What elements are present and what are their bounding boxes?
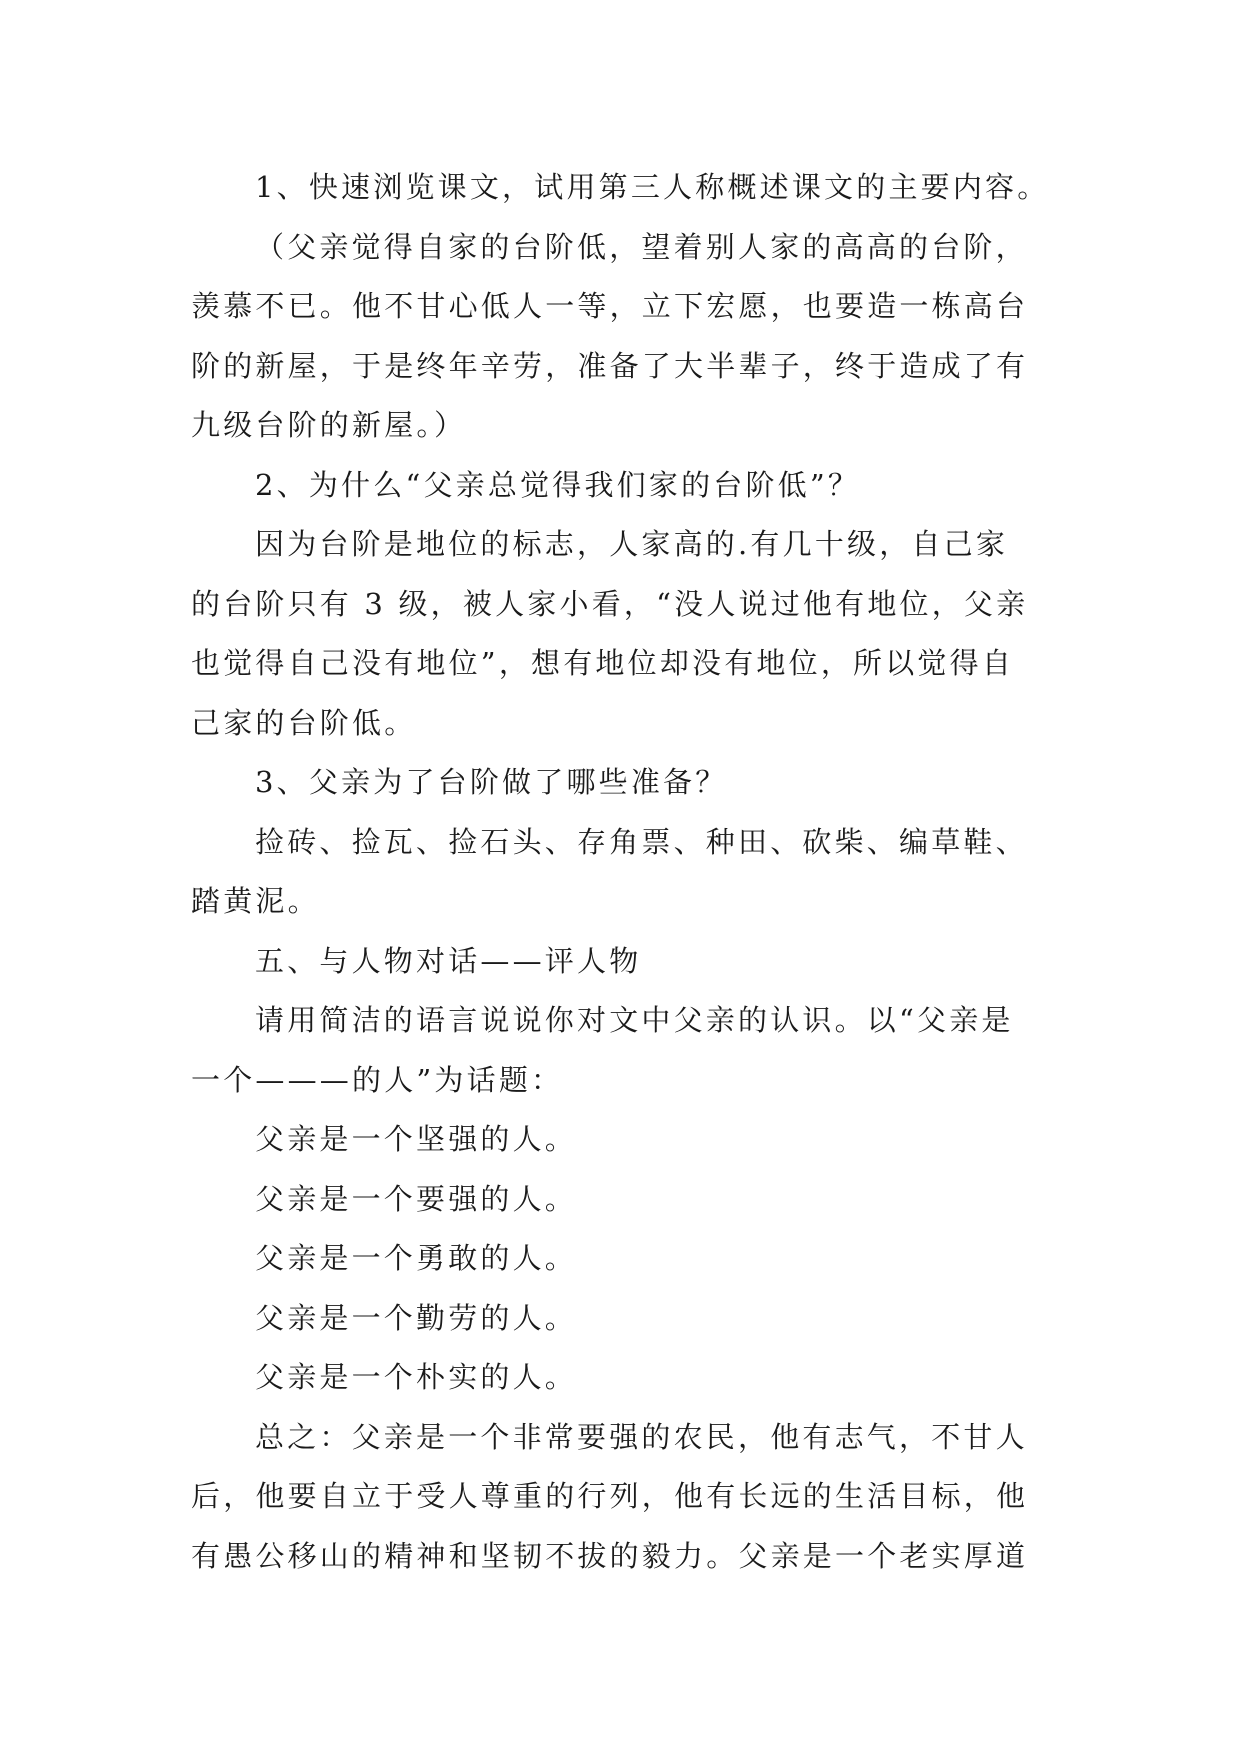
document-body bbox=[191, 158, 1051, 1586]
text-line: 请用简洁的语言说说你对文中父亲的认识。以“父亲是 bbox=[255, 1003, 1014, 1037]
text-line: 后，他要自立于受人尊重的行列，他有长远的生活目标，他 bbox=[191, 1479, 1029, 1513]
text-line: 九级台阶的新屋。） bbox=[191, 408, 467, 442]
text-line: 有愚公移山的精神和坚韧不拔的毅力。父亲是一个老实厚道 bbox=[191, 1538, 1029, 1573]
text-line: 也觉得自己没有地位”，想有地位却没有地位，所以觉得自 bbox=[191, 646, 1015, 680]
text-line: 一个———的人”为话题： bbox=[191, 1062, 564, 1097]
text-line: 捡砖、捡瓦、捡石头、存角票、种田、砍柴、编草鞋、 bbox=[255, 824, 1028, 859]
text-line: （父亲觉得自家的台阶低，望着别人家的高高的台阶， bbox=[255, 229, 1028, 264]
text-line: 父亲是一个要强的人。 bbox=[255, 1181, 578, 1216]
text-line: 五、与人物对话——评人物 bbox=[255, 943, 642, 978]
text-line: 父亲是一个朴实的人。 bbox=[255, 1360, 578, 1394]
text-line: 1、快速浏览课文，试用第三人称概述课文的主要内容。 bbox=[255, 170, 1050, 204]
text-line: 踏黄泥。 bbox=[191, 884, 320, 918]
text-line: 父亲是一个勇敢的人。 bbox=[255, 1241, 578, 1275]
text-line: 父亲是一个坚强的人。 bbox=[255, 1122, 578, 1156]
text-line: 父亲是一个勤劳的人。 bbox=[255, 1300, 578, 1335]
text-line: 3、父亲为了台阶做了哪些准备？ bbox=[255, 765, 728, 799]
text-line: 己家的台阶低。 bbox=[191, 705, 417, 740]
text-line: 因为台阶是地位的标志，人家高的.有几十级，自己家 bbox=[255, 527, 1009, 561]
text-line: 2、为什么“父亲总觉得我们家的台阶低”？ bbox=[255, 467, 861, 502]
text-line: 总之：父亲是一个非常要强的农民，他有志气，不甘人 bbox=[255, 1419, 1028, 1454]
text-line: 羡慕不已。他不甘心低人一等，立下宏愿，也要造一栋高台 bbox=[191, 289, 1029, 323]
text-line: 阶的新屋，于是终年辛劳，准备了大半辈子，终于造成了有 bbox=[191, 348, 1029, 383]
text-line: 的台阶只有 3 级，被人家小看，“没人说过他有地位，父亲 bbox=[191, 586, 1029, 621]
